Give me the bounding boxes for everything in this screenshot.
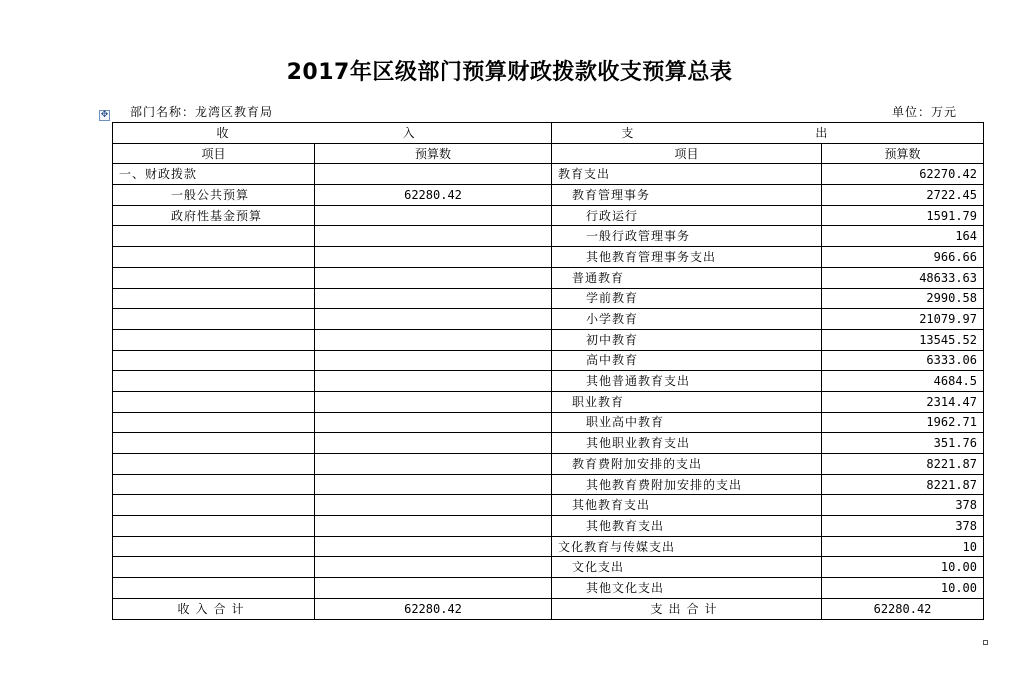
expense-header-right: 出 [815,125,828,140]
expense-value-cell: 62270.42 [822,164,984,185]
table-row [113,185,984,206]
income-value-cell [315,205,552,226]
expense-item-cell: 文化支出 [552,557,822,578]
income-item-cell [113,495,315,516]
expense-item-cell: 教育费附加安排的支出 [552,454,822,475]
unit-label: 单位：万元 [891,105,957,119]
expense-total-value: 62280.42 [822,598,984,619]
table-row [113,557,984,578]
income-value-cell [315,391,552,412]
expense-item-cell: 职业高中教育 [552,412,822,433]
income-item-cell: 一、财政拨款 [113,164,315,185]
expense-value-cell: 10.00 [822,557,984,578]
table-row [113,247,984,268]
income-value-cell [315,536,552,557]
expense-value-cell: 10.00 [822,578,984,599]
income-item-cell [113,288,315,309]
expense-value-cell: 8221.87 [822,474,984,495]
table-row [113,536,984,557]
income-value-cell [315,557,552,578]
income-value-cell [315,433,552,454]
expense-value-cell: 8221.87 [822,454,984,475]
income-item-cell [113,454,315,475]
expense-item-cell: 教育管理事务 [552,185,822,206]
income-item-cell [113,474,315,495]
expense-header-left: 支 [621,125,634,140]
income-item-cell: 政府性基金预算 [113,205,315,226]
department-name: 部门名称：龙湾区教育局 [130,105,274,119]
section-header-row [113,123,984,144]
income-section-header [113,123,552,144]
income-item-cell [113,226,315,247]
expense-value-cell: 2722.45 [822,185,984,206]
expense-item-cell: 其他教育支出 [552,516,822,537]
income-budget-header: 预算数 [315,143,552,164]
income-value-cell [315,164,552,185]
table-row [113,516,984,537]
income-item-cell [113,329,315,350]
income-item-cell [113,578,315,599]
table-row [113,371,984,392]
table-row [113,391,984,412]
expense-value-cell: 351.76 [822,433,984,454]
table-row [113,578,984,599]
income-value-cell [315,412,552,433]
income-value-cell [315,247,552,268]
income-value-cell [315,516,552,537]
table-row [113,309,984,330]
table-row [113,412,984,433]
expense-budget-header: 预算数 [822,143,984,164]
expense-value-cell: 6333.06 [822,350,984,371]
expense-item-cell: 其他文化支出 [552,578,822,599]
expense-value-cell: 2314.47 [822,391,984,412]
expense-item-cell: 初中教育 [552,329,822,350]
income-value-cell [315,267,552,288]
income-item-cell [113,433,315,454]
income-value-cell [315,350,552,371]
expense-item-cell: 其他教育管理事务支出 [552,247,822,268]
expense-item-cell: 学前教育 [552,288,822,309]
income-value-cell [315,474,552,495]
expense-item-cell: 普通教育 [552,267,822,288]
table-resize-handle[interactable] [983,640,988,645]
expense-value-cell: 1962.71 [822,412,984,433]
expense-item-cell: 文化教育与传媒支出 [552,536,822,557]
income-value-cell [315,454,552,475]
budget-table [112,122,984,620]
expense-value-cell: 21079.97 [822,309,984,330]
expense-item-cell: 其他教育费附加安排的支出 [552,474,822,495]
expense-section-header [552,123,984,144]
table-move-handle-icon[interactable]: ✥ [100,110,109,120]
income-value-cell [315,329,552,350]
income-item-cell [113,350,315,371]
income-value-cell [315,309,552,330]
expense-item-cell: 其他职业教育支出 [552,433,822,454]
income-value-cell: 62280.42 [315,185,552,206]
income-value-cell [315,578,552,599]
expense-value-cell: 13545.52 [822,329,984,350]
expense-value-cell: 48633.63 [822,267,984,288]
table-row [113,164,984,185]
income-item-cell [113,309,315,330]
expense-item-cell: 行政运行 [552,205,822,226]
income-value-cell [315,371,552,392]
expense-total-label: 支出合计 [552,598,822,619]
income-item-cell [113,536,315,557]
expense-item-cell: 一般行政管理事务 [552,226,822,247]
table-row [113,226,984,247]
expense-value-cell: 378 [822,495,984,516]
income-item-cell [113,371,315,392]
expense-value-cell: 4684.5 [822,371,984,392]
table-row [113,329,984,350]
expense-value-cell: 2990.58 [822,288,984,309]
income-value-cell [315,495,552,516]
income-item-cell [113,267,315,288]
income-item-cell [113,557,315,578]
income-value-cell [315,226,552,247]
table-row [113,288,984,309]
expense-value-cell: 966.66 [822,247,984,268]
expense-item-cell: 小学教育 [552,309,822,330]
income-item-cell [113,247,315,268]
totals-row [113,598,984,619]
table-row [113,267,984,288]
table-row [113,433,984,454]
table-row [113,495,984,516]
expense-item-cell: 其他教育支出 [552,495,822,516]
expense-item-cell: 其他普通教育支出 [552,371,822,392]
income-item-cell [113,412,315,433]
income-header-left: 收 [216,125,229,140]
expense-value-cell: 10 [822,536,984,557]
expense-item-cell: 高中教育 [552,350,822,371]
income-value-cell [315,288,552,309]
column-header-row [113,143,984,164]
expense-item-cell: 教育支出 [552,164,822,185]
income-item-header: 项目 [113,143,315,164]
page-title: 2017年区级部门预算财政拨款收支预算总表 [286,60,733,85]
expense-item-cell: 职业教育 [552,391,822,412]
table-row [113,454,984,475]
income-header-right: 入 [402,125,415,140]
income-item-cell: 一般公共预算 [113,185,315,206]
income-item-cell [113,516,315,537]
expense-value-cell: 378 [822,516,984,537]
table-row [113,474,984,495]
income-total-value: 62280.42 [315,598,552,619]
expense-value-cell: 1591.79 [822,205,984,226]
table-row [113,205,984,226]
expense-value-cell: 164 [822,226,984,247]
income-total-label: 收入合计 [113,598,315,619]
income-item-cell [113,391,315,412]
table-row [113,350,984,371]
expense-item-header: 项目 [552,143,822,164]
